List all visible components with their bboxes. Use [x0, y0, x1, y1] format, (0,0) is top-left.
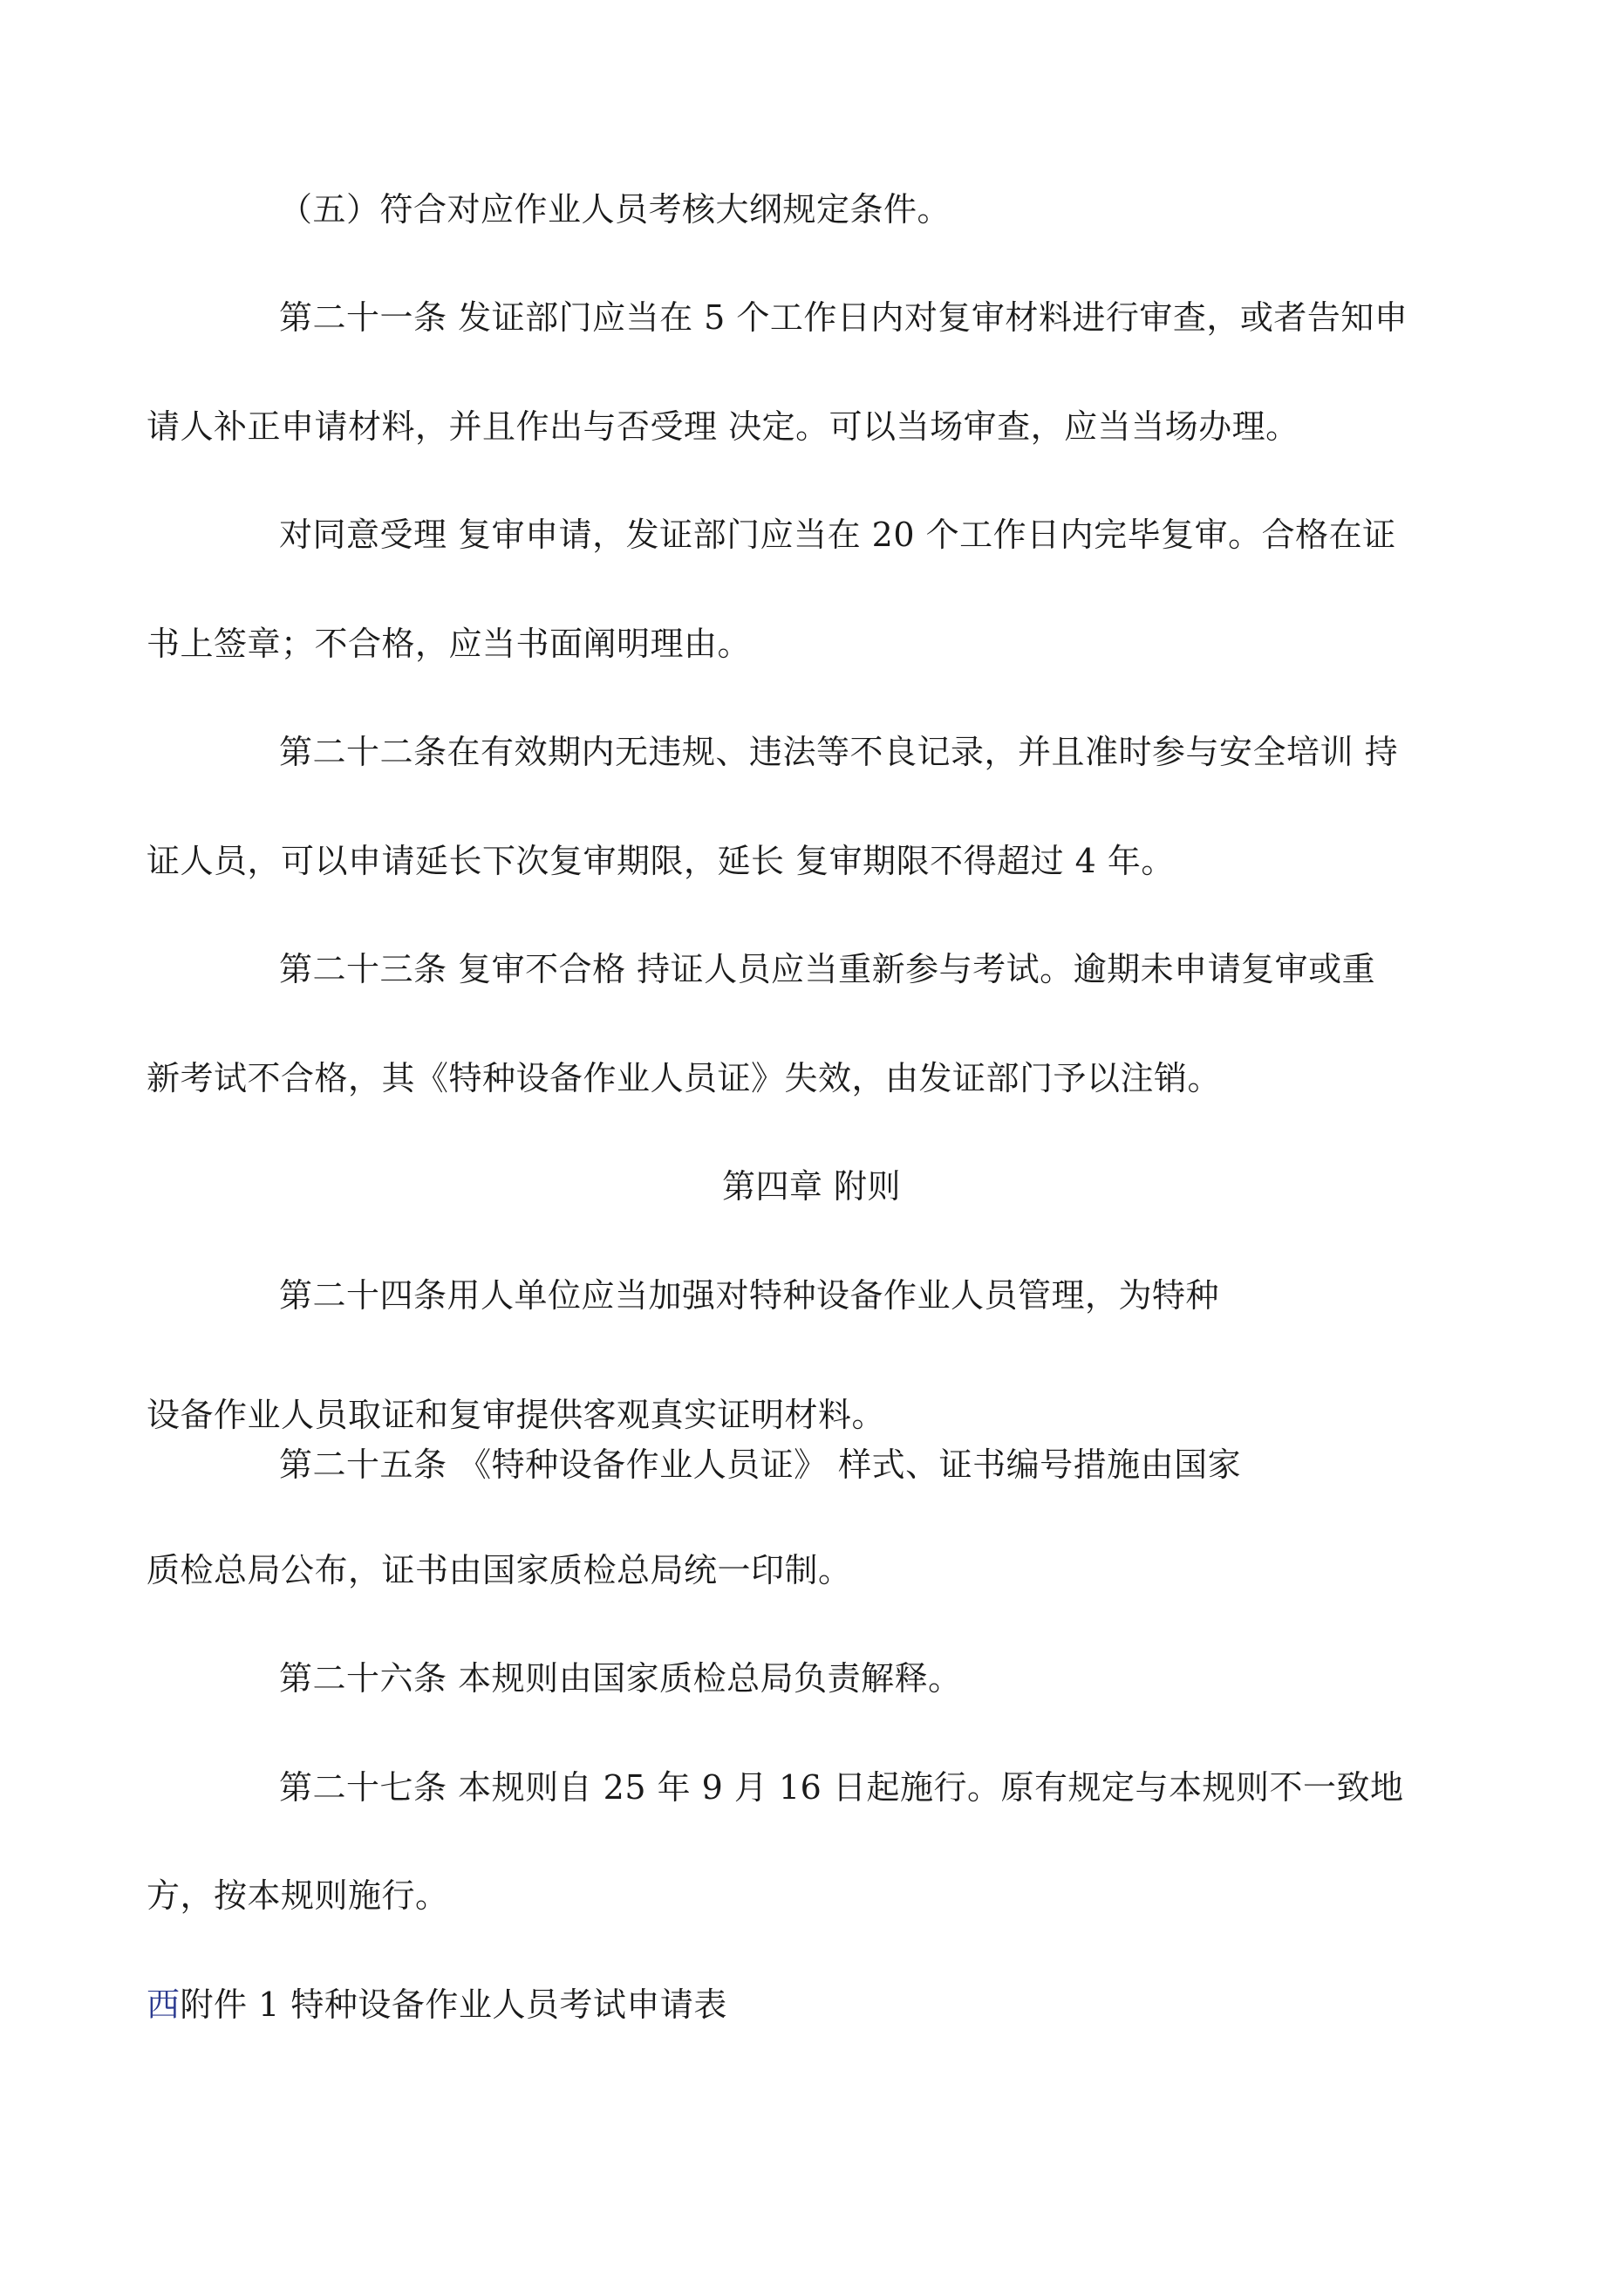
- article-22-line-1: 第二十二条在有效期内无违规、违法等不良记录，并且准时参与安全培训 持: [279, 733, 1399, 771]
- clause-item-five: （五）符合对应作业人员考核大纲规定条件。: [279, 190, 951, 229]
- article-24-line-1: 第二十四条用人单位应当加强对特种设备作业人员管理，为特种: [279, 1276, 1220, 1315]
- article-21-para-2-line-1: 对同意受理 复审申请，发证部门应当在 20 个工作日内完毕复审。合格在证: [279, 516, 1396, 554]
- article-21-para-2-line-2: 书上签章；不合格，应当书面阐明理由。: [147, 625, 752, 663]
- article-21-line-2: 请人补正申请材料，并且作出与否受理 决定。可以当场审查，应当当场办理。: [147, 407, 1299, 446]
- article-26-line: 第二十六条 本规则由国家质检总局负责解释。: [279, 1659, 962, 1698]
- article-23-line-2: 新考试不合格，其《特种设备作业人员证》失效，由发证部门予以注销。: [147, 1059, 1222, 1097]
- attachment-title: 附件 1 特种设备作业人员考试申请表: [180, 1985, 727, 2024]
- chapter-heading: 第四章 附则: [721, 1167, 902, 1206]
- article-25-line-2: 质检总局公布，证书由国家质检总局统一印制。: [147, 1551, 852, 1589]
- article-27-line-2: 方，按本规则施行。: [147, 1876, 449, 1915]
- article-25-line-1: 第二十五条 《特种设备作业人员证》 样式、证书编号措施由国家: [279, 1445, 1242, 1484]
- article-23-line-1: 第二十三条 复审不合格 持证人员应当重新参与考试。逾期未申请复审或重: [279, 950, 1376, 988]
- article-27-line-1: 第二十七条 本规则自 25 年 9 月 16 日起施行。原有规定与本规则不一致地: [279, 1768, 1404, 1807]
- article-21-line-1: 第二十一条 发证部门应当在 5 个工作日内对复审材料进行审查，或者告知申: [279, 298, 1408, 337]
- article-24-line-2: 设备作业人员取证和复审提供客观真实证明材料。: [147, 1396, 886, 1434]
- attachment-line: [147, 1984, 727, 2026]
- attachment-marker: 西: [147, 1985, 181, 2024]
- article-22-line-2: 证人员，可以申请延长下次复审期限，延长 复审期限不得超过 4 年。: [147, 842, 1175, 880]
